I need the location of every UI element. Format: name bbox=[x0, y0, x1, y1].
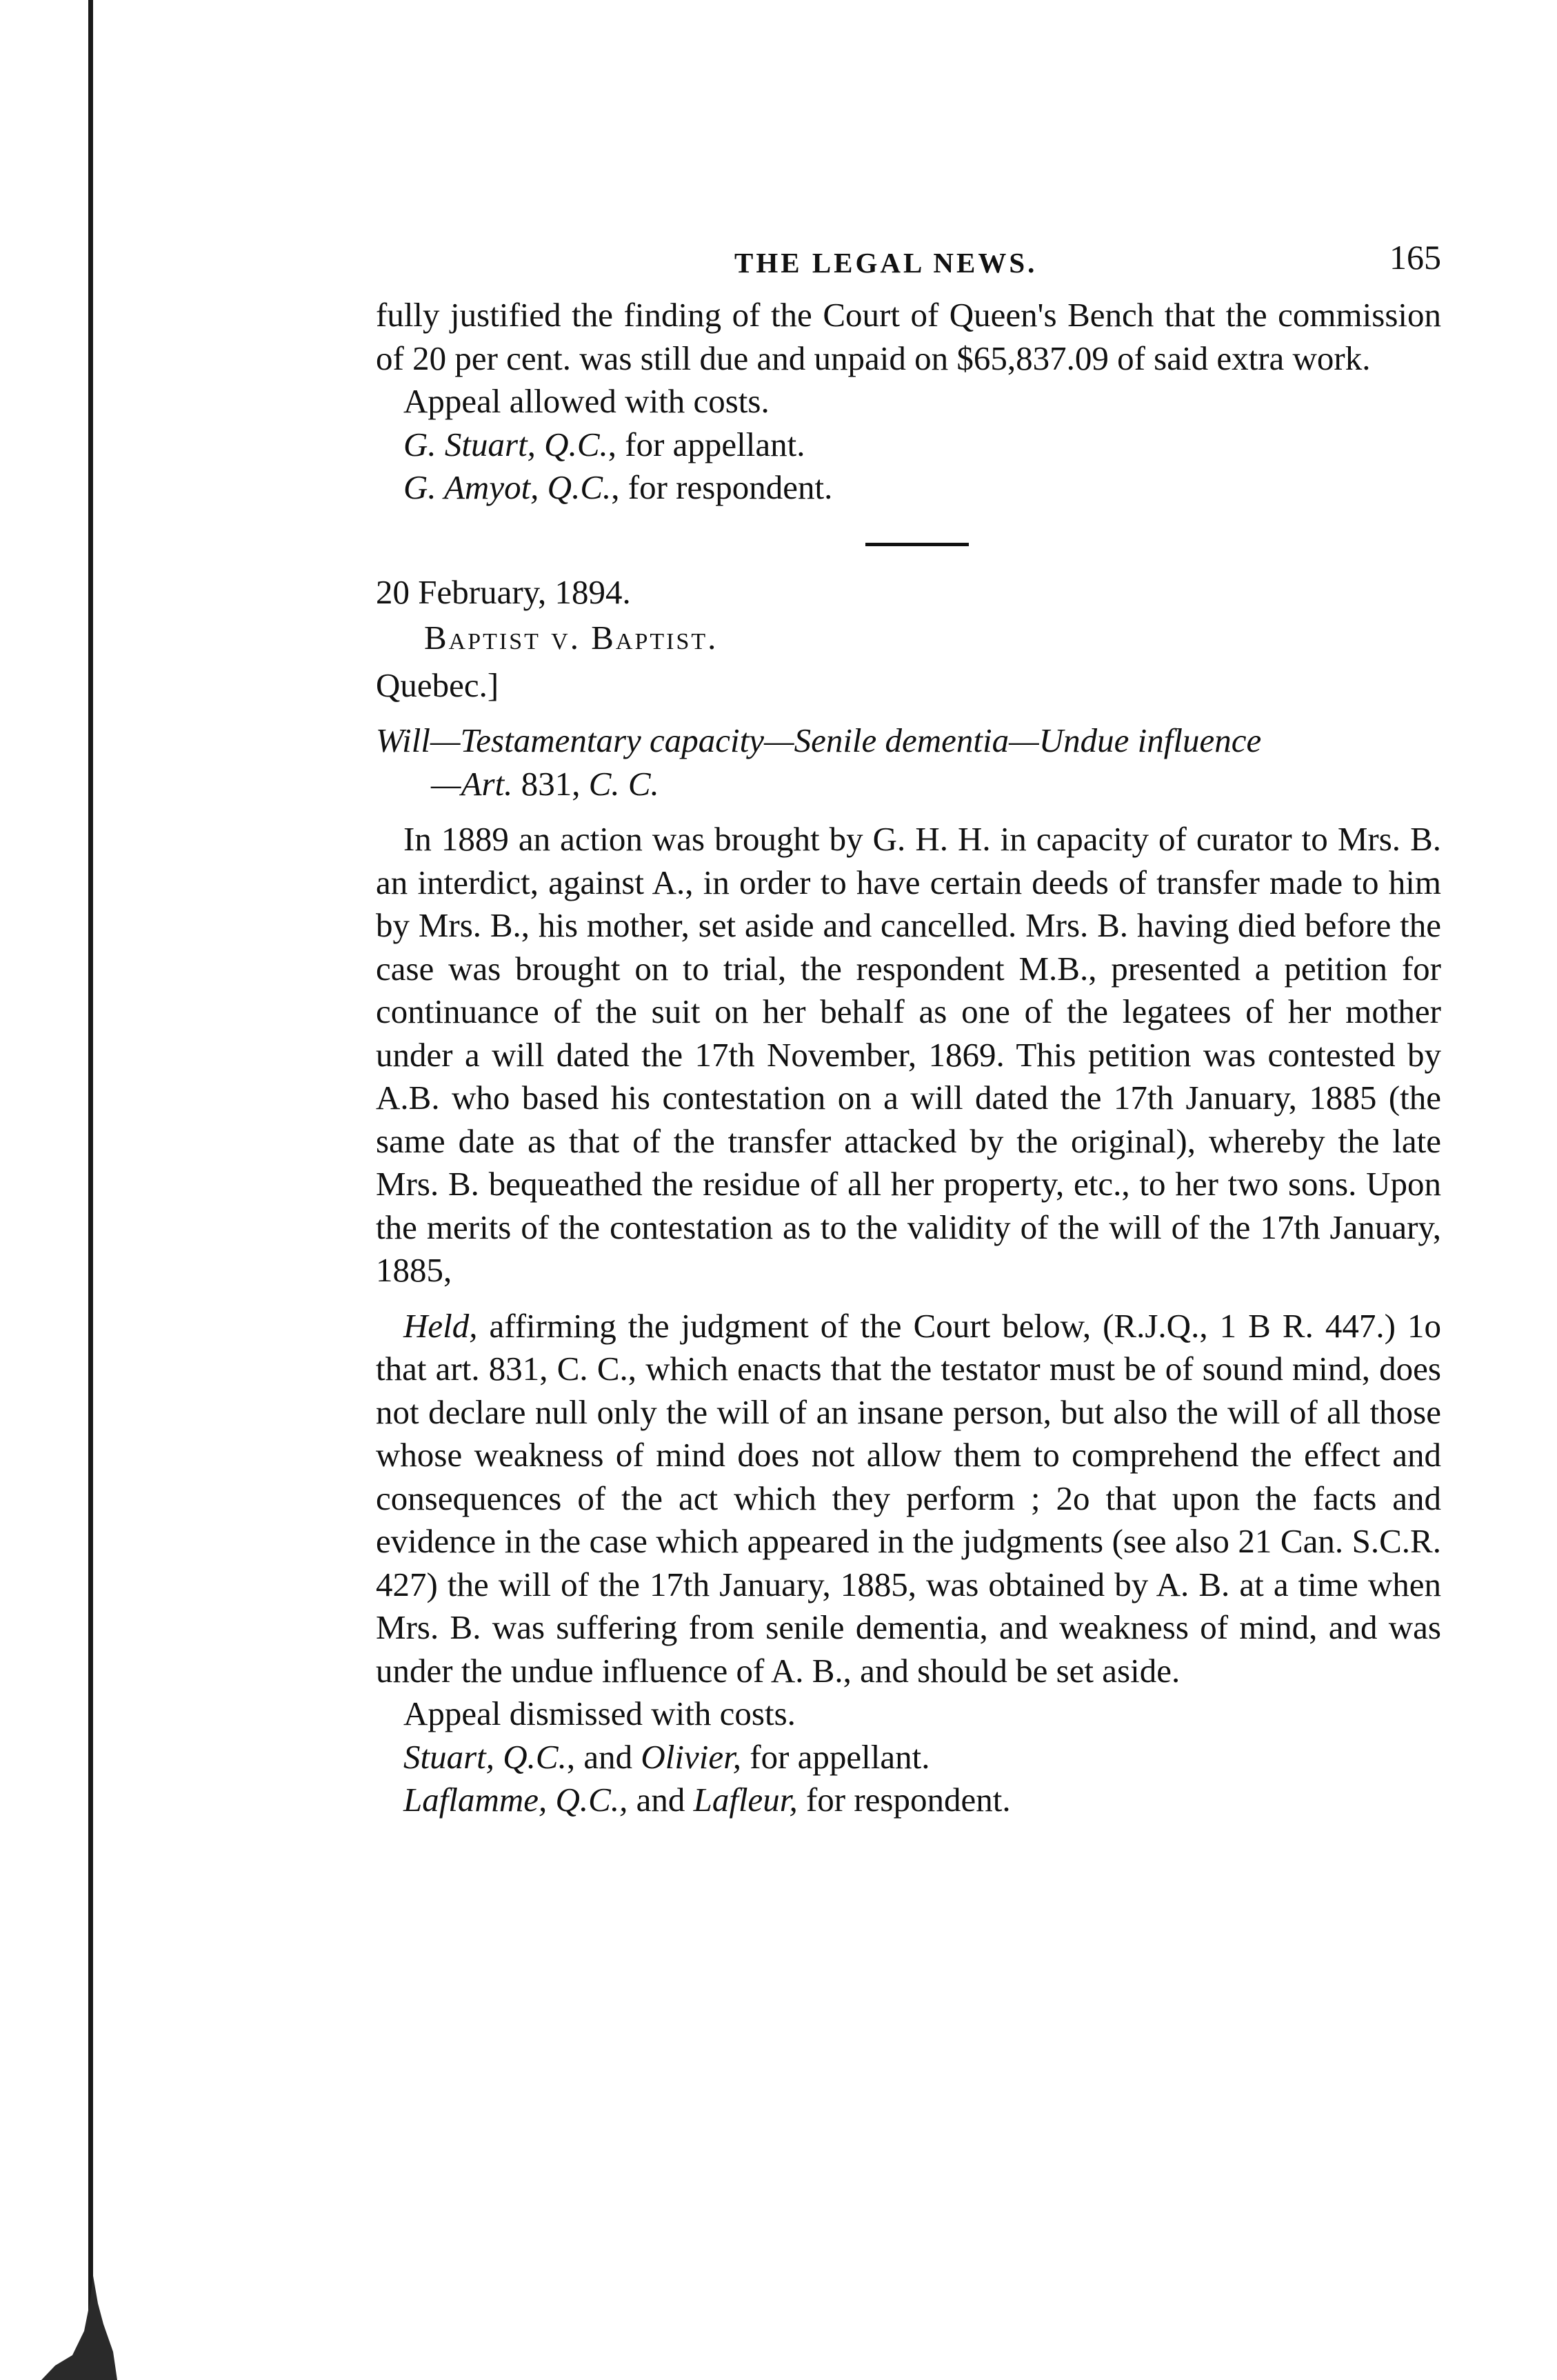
case-headnote bbox=[376, 719, 1441, 806]
case-counsel-appellant bbox=[376, 1736, 1441, 1779]
headnote-art: —Art. bbox=[431, 764, 513, 803]
headnote-code: C. C. bbox=[588, 764, 659, 803]
counsel-joiner: , and bbox=[566, 1737, 641, 1776]
headnote-article-number: 831, bbox=[512, 764, 589, 803]
headnote-line-2 bbox=[376, 763, 1441, 806]
counsel-role: for respondent. bbox=[797, 1781, 1011, 1819]
counsel-name-2: Olivier, bbox=[641, 1737, 741, 1776]
case-counsel-respondent bbox=[376, 1779, 1441, 1822]
previous-case-counsel-respondent bbox=[376, 466, 1441, 510]
case-province: Quebec.] bbox=[376, 666, 499, 704]
counsel-role: for appellant. bbox=[741, 1737, 930, 1776]
previous-case-disposition: Appeal allowed with costs. bbox=[403, 382, 770, 420]
held-label: Held, bbox=[403, 1306, 478, 1345]
counsel-name-1: Stuart, Q.C. bbox=[403, 1737, 567, 1776]
scan-ink-blot bbox=[41, 2276, 117, 2380]
case-date: 20 February, 1894. bbox=[376, 572, 631, 611]
counsel-name: G. Amyot, Q.C. bbox=[403, 468, 612, 506]
counsel-joiner: and bbox=[627, 1781, 694, 1819]
page-number: 165 bbox=[1389, 238, 1441, 277]
section-divider bbox=[865, 543, 969, 546]
scan-binding-edge bbox=[88, 0, 93, 2380]
previous-case-counsel-appellant bbox=[376, 423, 1441, 467]
case-held bbox=[376, 1305, 1441, 1693]
counsel-name-2: Lafleur, bbox=[693, 1781, 798, 1819]
page-column bbox=[376, 234, 1441, 1822]
case-disposition: Appeal dismissed with costs. bbox=[403, 1694, 796, 1732]
counsel-role: , for respondent. bbox=[611, 468, 833, 506]
case-title: Baptist v. Baptist. bbox=[424, 619, 719, 657]
case-facts: In 1889 an action was brought by G. H. H. in capacity of curator to Mrs. B. an interdict, against A., in order to have certain deeds of transfer made to him by Mrs. B., his mother, set aside and cancelled. Mrs. B. having died before the case was brought on to trial, the respondent M.B., presented a petition for continuance of the suit on her behalf as one of the legatees of her mother under a will dated the 17th November, 1869. This petition was contested by A.B. who based his contestation on a will dated the 17th January, 1885 (the same date as that of the transfer attacked by the original), whereby the late Mrs. B. bequeathed the residue of all her property, etc., to her two sons. Upon the merits of the contestation as to the validity of the will of the 17th January, 1885, bbox=[376, 820, 1441, 1289]
held-text: affirming the judgment of the Court below, (R.J.Q., 1 B R. 447.) 1o that art. 831, C. C., which enacts that the testator must be of sound mind, does not declare null only the will of an insane person, but also the will of all those whose weakness of mind does not allow them to comprehend the effect and consequences of the act which they perform ; 2o that upon the facts and evidence in the case which appeared in the judgments (see also 21 Can. S.C.R. 427) the will of the 17th January, 1885, was obtained by A. B. at a time when Mrs. B. was suffering from senile dementia, and weakness of mind, and was under the undue influence of A. B., and should be set aside. bbox=[376, 1306, 1441, 1690]
counsel-name-1: Laflamme, Q.C., bbox=[403, 1781, 628, 1819]
previous-case-continuation: fully justified the finding of the Court of Queen's Bench that the commission of 20 per cent. was still due and unpaid on $65,837.09 of said extra work. bbox=[376, 296, 1441, 377]
page-header bbox=[376, 234, 1441, 290]
counsel-role: , for appellant. bbox=[607, 425, 805, 463]
headnote-line-1: Will—Testamentary capacity—Senile dementia—Undue influence bbox=[376, 721, 1262, 759]
running-title: THE LEGAL NEWS. bbox=[734, 247, 1038, 279]
counsel-name: G. Stuart, Q.C. bbox=[403, 425, 608, 463]
